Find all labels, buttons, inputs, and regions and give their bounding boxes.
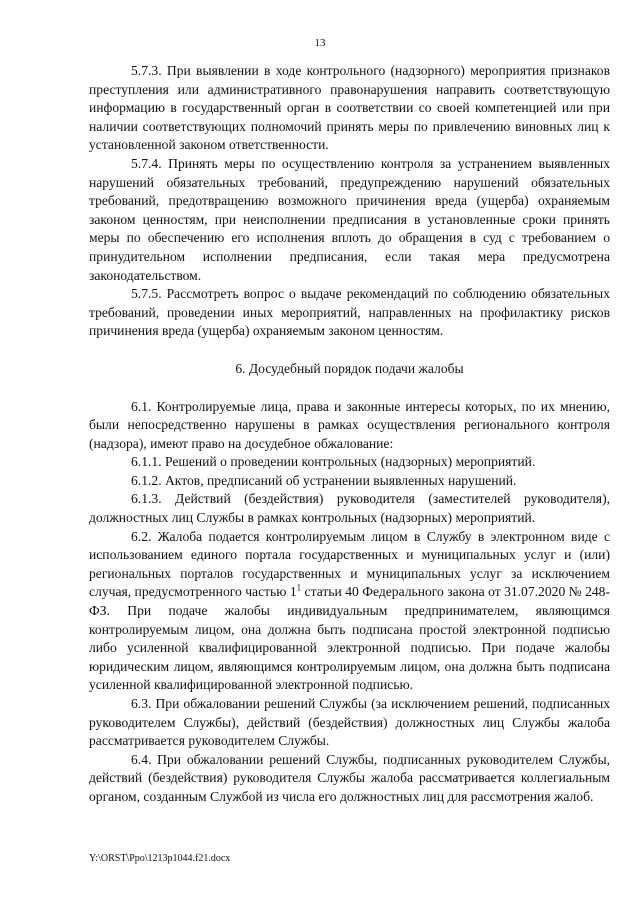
section-title: 6. Досудебный порядок подачи жалобы: [235, 360, 464, 376]
paragraph-5-7-5: 5.7.5. Рассмотреть вопрос о выдаче рекомендаций по соблюдению обязательных требований, проведении иных мероприятий, направленных на профилактику рисков причинения вреда (ущерба) охраняемым законом ценностям.: [89, 286, 610, 339]
superscript-footnote: 1: [296, 582, 302, 593]
paragraph-6-2-part-1: 6.2. Жалоба подается контролируемым лицом в Службу в электронном виде с использованием единого портала государственных и муниципальных услуг и (или) региональных порталов государственных и муниципальных услуг за исключением случая, предусмотренного частью 1: [89, 528, 610, 600]
paragraph-5-7-3: 5.7.3. При выявлении в ходе контрольного (надзорного) мероприятия признаков преступления или административного правонарушения направить соответствующую информацию в государственный орган в соответствии со своей компетенцией или при наличии соответствующих полномочий принять меры по привлечению виновных лиц к установленной законом ответственности.: [89, 63, 610, 153]
footer-file-path: Y:\ORST\Ppo\1213p1044.f21.docx: [89, 853, 231, 864]
paragraph-6-2-part-2: статьи 40 Федерального закона от 31.07.2020 № 248-ФЗ. При подаче жалобы индивидуальным предпринимателем, являющимся контролируемым лицом, она должна быть подписана простой электронной подписью либо усиленной квалифицированной электронной подписью. При подаче жалобы юридическим лицом, являющимся контролируемым лицом, она должна быть подписана усиленной квалифицированной электронной подписью.: [89, 584, 610, 693]
paragraph-6-1: 6.1. Контролируемые лица, права и законные интересы которых, по их мнению, были непосредственно нарушены в рамках осуществления регионального контроля (надзора), имеют право на досудебное обжалование:: [89, 398, 610, 451]
paragraph-6-4: 6.4. При обжаловании решений Службы, подписанных руководителем Службы, действий (бездействия) руководителя Службы жалоба рассматривается коллегиальным органом, созданным Службой из числа его должностных лиц для рассмотрения жалоб.: [89, 751, 610, 804]
document-body: [89, 62, 610, 807]
paragraph-6-1-1: 6.1.1. Решений о проведении контрольных (надзорных) мероприятий.: [131, 454, 536, 470]
paragraph-6-2: [89, 528, 610, 695]
paragraph-6-3: 6.3. При обжаловании решений Службы (за исключением решений, подписанных руководителем Службы), действий (бездействия) должностных лиц Службы жалоба рассматривается руководителем Службы.: [89, 696, 610, 749]
paragraph-5-7-4: 5.7.4. Принять меры по осуществлению контроля за устранением выявленных нарушений обязательных требований, предупреждению нарушений обязательных требований, предотвращению возможного причинения вреда (ущерба) охраняемым законом ценностям, при неисполнении предписания в установленные сроки принять меры по обеспечению его исполнения вплоть до обращения в суд с требованием о принудительном исполнении предписания, если такая мера предусмотрена законодательством.: [89, 155, 610, 283]
page-number: 13: [314, 37, 326, 49]
paragraph-6-1-3: 6.1.3. Действий (бездействия) руководителя (заместителей руководителя), должностных лиц Службы в рамках контрольных (надзорных) мероприятий.: [89, 491, 610, 526]
paragraph-6-1-2: 6.1.2. Актов, предписаний об устранении выявленных нарушений.: [131, 472, 517, 488]
